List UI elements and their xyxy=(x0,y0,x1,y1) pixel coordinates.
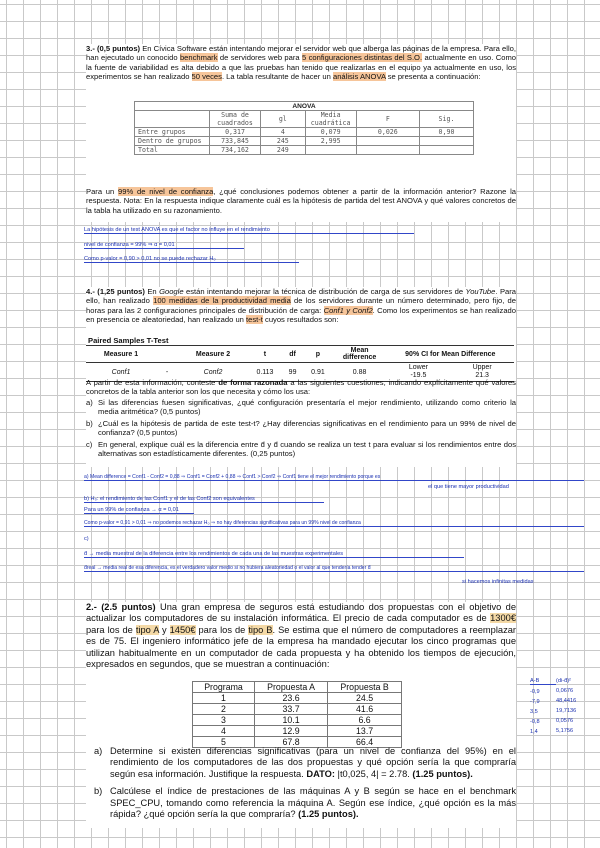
programs-cell: 12.9 xyxy=(255,726,328,737)
item-label: b) xyxy=(94,786,103,797)
question-2-number: 2.- (2.5 puntos) xyxy=(86,602,156,612)
question-4 xyxy=(86,287,516,467)
anova-header xyxy=(135,111,210,128)
question-2 xyxy=(86,602,516,828)
item-text: |t0,025, 4| = 2.78. xyxy=(334,768,413,779)
text: de los servidores durante un número determinado, pero fijo, de horas para las 2 configuraciones principales de distribución de carga: xyxy=(86,296,517,315)
highlight: 5 configuraciones distintas del S.O. xyxy=(301,53,423,63)
paired-cell: Conf2 xyxy=(203,368,223,376)
paired-header: t xyxy=(248,346,282,363)
programs-cell: 5 xyxy=(193,737,255,748)
side-note-value: 5,1756 xyxy=(556,728,574,734)
anova-header: Suma de cuadrados xyxy=(210,111,261,128)
text: cuyos resultados son: xyxy=(262,315,339,325)
question-2-items xyxy=(94,746,516,820)
item-body xyxy=(110,786,516,820)
anova-cell: 0,079 xyxy=(305,128,356,137)
handwritten-answer-line: La hipótesis de un test ANOVA es que el factor no influye en el rendimiento xyxy=(84,227,414,234)
text: Google xyxy=(159,287,184,296)
anova-cell xyxy=(419,146,473,155)
highlight: test-t xyxy=(246,315,263,325)
handwritten-answer-line: Como p-valor = 0,90 > 0,01 no se puede rechazar H₀ xyxy=(84,256,299,263)
paired-cell: 0.88 xyxy=(352,368,367,376)
text: Una gran empresa de seguros está estudiando dos propuestas con el objetivo de actualizar los computadores de su instalación informática. El precio de cada computador es de xyxy=(86,602,516,624)
item-label: a) xyxy=(86,398,93,407)
anova-cell: Entre grupos xyxy=(135,128,210,137)
paired-header: Measure 2 xyxy=(178,346,248,363)
programs-cell: 66.4 xyxy=(328,737,402,748)
ci-upper-value: 21.3 xyxy=(475,372,489,379)
ci-lower-label: Lower xyxy=(408,364,428,371)
text: de servidores web para xyxy=(217,53,302,63)
highlight: benchmark xyxy=(179,53,218,63)
programs-cell: 10.1 xyxy=(255,715,328,726)
paired-header: Mean difference xyxy=(333,346,387,363)
text: Para un xyxy=(86,187,119,196)
side-note-value: 19,7136 xyxy=(556,708,577,714)
handwritten-answer-line: el que tiene mayor productividad xyxy=(428,484,509,490)
side-note-value: 3,5 xyxy=(530,709,538,715)
highlight: 100 medidas de la productividad media xyxy=(153,296,291,306)
handwritten-answer-line: Para un 99% de confianza → α = 0,01 xyxy=(84,507,194,514)
text: YouTube xyxy=(465,287,496,296)
question-3-question xyxy=(86,187,516,215)
anova-cell xyxy=(356,146,419,155)
anova-cell: 249 xyxy=(261,146,306,155)
side-notes-header: (di-d̄)² xyxy=(556,678,571,684)
anova-cell xyxy=(305,146,356,155)
text: . La tabla resultante de hacer un xyxy=(221,72,333,82)
text: están intentando mejorar la técnica de distribución de carga de sus servidores de xyxy=(183,287,466,296)
item-text: Si las diferencias fuesen significativas, ¿qué configuración presentaría el mejor rendimiento, utilizando como criterio la media aritmética? (0,5 puntos) xyxy=(98,398,516,417)
item-body xyxy=(110,746,516,780)
paired-header: p xyxy=(303,346,332,363)
text: A partir de esta información, conteste xyxy=(86,378,219,387)
item-points: (1.25 puntos). xyxy=(298,809,359,820)
question-3-statement xyxy=(86,44,516,82)
text: se presenta a continuación: xyxy=(385,72,481,82)
highlight: análisis ANOVA xyxy=(332,72,386,82)
programs-cell: 1 xyxy=(193,693,255,704)
paired-ttest-title: Paired Samples T-Test xyxy=(88,336,169,345)
highlight: 50 veces xyxy=(191,72,222,82)
side-note-value: 48,4416 xyxy=(556,698,577,704)
question-3 xyxy=(86,44,516,222)
paired-header: df xyxy=(282,346,303,363)
anova-cell: 245 xyxy=(261,137,306,146)
item-label: c) xyxy=(86,439,93,449)
anova-table xyxy=(134,101,474,155)
side-note-value: 1,4 xyxy=(530,729,538,735)
handwritten-answer-line: d̄ → media muestral de la diferencia entre los rendimientos de cada una de las muestras experimentales xyxy=(84,551,464,558)
programs-cell: 3 xyxy=(193,715,255,726)
programs-cell: 2 xyxy=(193,704,255,715)
question-4-intro xyxy=(86,378,516,397)
programs-cell: 23.6 xyxy=(255,693,328,704)
item-label: b) xyxy=(86,418,93,428)
side-notes-header: A-B xyxy=(530,678,556,685)
paired-header-ci: 90% CI for Mean Difference xyxy=(387,346,514,363)
side-note-value: 0,0676 xyxy=(556,688,574,694)
item-text: Calcúlese el índice de prestaciones de las máquinas A y B según se hace en el benchmark SPEC_CPU, tomando como referencia la máquina A. Según ese índice, ¿qué opción es la más rápida? ¿qué opción sería la que compraría? xyxy=(110,786,516,820)
question-4-item-a xyxy=(86,398,516,417)
programs-cell: 41.6 xyxy=(328,704,402,715)
item-label: a) xyxy=(94,746,103,756)
handwritten-answer-line: b) H₀: el rendimiento de las Conf1 y el de las Conf2 son equivalentes xyxy=(84,496,324,503)
question-4-statement xyxy=(86,287,516,325)
paired-ttest-table xyxy=(86,345,514,382)
question-2-statement xyxy=(86,602,516,670)
question-2-item-a xyxy=(94,746,516,780)
highlight: 1450€ xyxy=(169,624,196,635)
text: a las siguientes cuestiones, indicando explícitamente qué valores concretos de la tabla anterior son los que necesita y cómo los usa: xyxy=(86,378,516,397)
paired-cell: 0.91 xyxy=(311,368,325,376)
programs-cell: 13.7 xyxy=(328,726,402,737)
text: para los de xyxy=(195,624,249,635)
highlight: tipo A xyxy=(135,624,159,635)
handwritten-answer-line: d̄real → media real de esa diferencia, es el verdadero valor medio si no hubiera aleatoriedad o el valor al que tendería tender d̄ xyxy=(84,565,584,572)
text: para los de xyxy=(86,624,136,635)
paired-header xyxy=(156,346,178,363)
handwritten-answer-line: nivel de confianza = 99% ⇒ α = 0,01 xyxy=(84,242,244,249)
text: y xyxy=(159,624,170,635)
paired-cell: - xyxy=(165,368,169,376)
anova-cell xyxy=(419,137,473,146)
anova-table-title: ANOVA xyxy=(135,102,474,111)
anova-header: F xyxy=(356,111,419,128)
side-notes-col-diff xyxy=(530,678,556,735)
item-text: Determine si existen diferencias significativas (para un nivel de confianza del 95%) en el rendimiento de los computadores de las dos propuestas y qué opción sería la que compraría según esa información. Justifique la respuesta. xyxy=(110,746,516,779)
side-notes-col-sq xyxy=(556,678,576,735)
anova-cell: 4 xyxy=(261,128,306,137)
programs-cell: 33.7 xyxy=(255,704,328,715)
text: En Cívica Software están intentando mejorar el servidor web que alberga las páginas de la empresa. Para ello, han ejecutado un conocido xyxy=(86,44,516,63)
item-bold: DATO: xyxy=(306,768,335,779)
paired-header: Measure 1 xyxy=(86,346,156,363)
anova-cell: 733,845 xyxy=(210,137,261,146)
text: actualmente en uso. Como la fuente de variabilidad es alta debido a que las pruebas han tenido que realizarlas en el equipo ya actualmente en uso, los experimentos se han realizado xyxy=(86,53,516,82)
side-note-value: -7,9 xyxy=(530,699,540,705)
question-4-items xyxy=(86,398,516,458)
anova-header: Sig. xyxy=(419,111,473,128)
anova-cell: 2,995 xyxy=(305,137,356,146)
anova-cell xyxy=(356,137,419,146)
text: , ¿qué conclusiones podemos obtener a partir de la información anterior? Razone la respuesta. Nota: En la respuesta indique claramente cuál es la hipótesis de partida del test ANOVA y qué valores concretos de la tabla ha utilizado en su razonamiento. xyxy=(86,187,516,215)
programs-header: Propuesta B xyxy=(328,682,402,693)
question-3-number: 3.- (0,5 puntos) xyxy=(86,44,141,53)
handwritten-answer-line: Como p-valor = 0,91 > 0,01 ⇒ no podemos rechazar H₀ ⇒ no hay diferencias significativas para un 99% nivel de confianza xyxy=(84,520,584,527)
side-note-value: -0,9 xyxy=(530,689,540,695)
anova-cell: 0,90 xyxy=(419,128,473,137)
item-text: ¿Cuál es la hipótesis de partida de este test-t? ¿Hay diferencias significativas en el rendimiento para un 99% de nivel de confianza? (0,5 puntos) xyxy=(98,418,516,438)
item-text: En general, explique cuál es la diferencia entre d̄ y d̄ cuando se realiza un test t para evaluar si los rendimientos entre dos alternativas son estadísticamente diferentes. (0,25 puntos) xyxy=(98,439,516,459)
programs-table xyxy=(192,681,402,748)
question-4-item-b xyxy=(86,419,516,438)
anova-cell: 734,162 xyxy=(210,146,261,155)
text: de forma razonada xyxy=(218,378,288,387)
anova-cell: Dentro de grupos xyxy=(135,137,210,146)
text: . Se estima que el número de computadores a reemplazar es de 75. El ingeniero informático jefe de la empresa ha mandado ejecutar los cinco programas que utilizan habitualmente en un computador de cada propuesta y ha obtenido los tiempos de ejecución, expresados en segundos, que se muestran a continuación: xyxy=(86,624,516,670)
anova-header: gl xyxy=(261,111,306,128)
handwritten-answer-line: a) Mean difference = Conf1 - Conf2 = 0,88 ⇒ Conf1 = Conf2 + 0,88 ⇒ Conf1 > Conf2 ⇒ Conf1 tiene el mejor rendimiento porque es xyxy=(84,474,584,481)
question-2-item-b xyxy=(94,786,516,820)
highlight: Conf1 y Conf2 xyxy=(323,305,373,315)
paired-cell: 99 xyxy=(288,368,297,376)
anova-cell: 0,317 xyxy=(210,128,261,137)
side-note-value: 0,0576 xyxy=(556,718,574,724)
programs-cell: 4 xyxy=(193,726,255,737)
question-4-item-c xyxy=(86,440,516,459)
highlight: 99% de nivel de confianza xyxy=(118,187,214,196)
handwritten-answer-line: si hacemos infinitas medidas xyxy=(462,579,534,585)
programs-cell: 6.6 xyxy=(328,715,402,726)
programs-cell: 24.5 xyxy=(328,693,402,704)
paired-cell: Conf1 xyxy=(111,368,131,376)
anova-header: Media cuadrática xyxy=(305,111,356,128)
programs-cell: 67.8 xyxy=(255,737,328,748)
paired-cell: 0.113 xyxy=(256,368,274,376)
programs-header: Programa xyxy=(193,682,255,693)
anova-cell: 0,026 xyxy=(356,128,419,137)
item-points: (1.25 puntos). xyxy=(412,768,473,779)
highlight: 1300€ xyxy=(490,613,516,624)
text: . Como los experimentos se han realizado en presencia ce aleatoriedad, han realizado un xyxy=(86,305,516,325)
handwritten-side-notes xyxy=(530,678,600,735)
programs-header: Propuesta A xyxy=(255,682,328,693)
handwritten-answer-line: c) xyxy=(84,536,89,542)
text: . Para ello, han realizado xyxy=(86,287,516,306)
anova-cell: Total xyxy=(135,146,210,155)
side-note-value: -0,8 xyxy=(530,719,540,725)
ci-upper-label: Upper xyxy=(472,364,492,371)
highlight: tipo B xyxy=(248,624,273,635)
text: En xyxy=(144,287,160,296)
ci-lower-value: -19.5 xyxy=(410,372,427,379)
question-4-number: 4.- (1,25 puntos) xyxy=(86,287,145,296)
